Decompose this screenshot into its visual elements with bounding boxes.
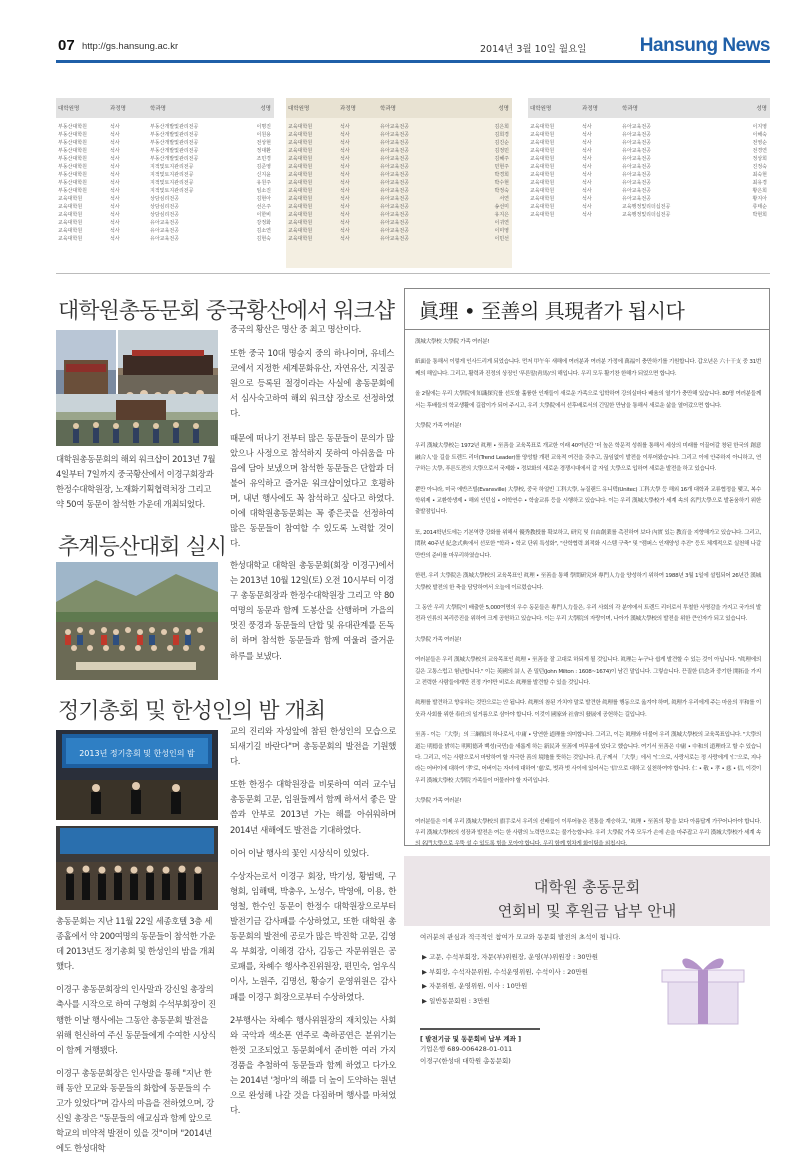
table-cell: 교육대학원 xyxy=(530,147,555,154)
table-cell: 교육대학원 xyxy=(288,155,313,162)
night-photo-2 xyxy=(56,826,218,910)
hiking-photo xyxy=(56,562,218,680)
table-cell: 교육대학원 xyxy=(288,219,313,226)
table-row xyxy=(528,202,770,210)
donation-title-1: 대학원 총동문회 xyxy=(533,878,641,896)
table-cell: 김희경 xyxy=(494,131,509,138)
table-row xyxy=(56,162,274,170)
table-cell: 석사 xyxy=(582,155,592,162)
night-body xyxy=(230,724,396,1118)
table-cell: 교육대학원 xyxy=(530,155,555,162)
table-cell: 박수현 xyxy=(494,179,509,186)
table-row xyxy=(286,226,512,234)
roster-header xyxy=(56,98,274,118)
table-cell: 교육대학원 xyxy=(530,171,555,178)
table-cell: 지적및토지관리전공 xyxy=(150,171,194,178)
table-cell: 석사 xyxy=(340,179,350,186)
table-cell: 부동산개발및관리전공 xyxy=(150,155,199,162)
table-cell: 유아교육전공 xyxy=(380,179,409,186)
table-cell: 석사 xyxy=(110,219,120,226)
essay-paragraph: 여러분들은 우리 漢城大學校의 교육목표인 眞理 • 至善을 잘 고대로 하되게 될 것입니다. 眞理는 누구나 쉽게 발견할 수 있는 것이 아닙니다. "眞理에의 길은 고통스럽고 험난합니다." 이는 英國의 詩人 존 밀턴(John Milton : 1608~1674)이 남긴 말입니다. 그렇습니다. 끈질한 信念과 중기한 開拓을 가지고 전력한 사람들에게만 진정 가야만 비로소 眞理를 발견할 수 있을 것입니다. xyxy=(415,657,761,686)
table-cell: 유아교육전공 xyxy=(622,179,651,186)
table-cell: 박현희 xyxy=(752,211,767,218)
table-row xyxy=(56,194,274,202)
table-cell: 석사 xyxy=(110,123,120,130)
donation-details xyxy=(404,926,770,1065)
table-cell: 석사 xyxy=(340,195,350,202)
table-cell: 교육대학원 xyxy=(530,211,555,218)
roster-head-dept: 학과명 xyxy=(380,106,396,112)
table-row xyxy=(286,162,512,170)
table-row xyxy=(286,154,512,162)
table-cell: 교육대학원 xyxy=(288,179,313,186)
table-row xyxy=(286,210,512,218)
table-cell: 교육대학원 xyxy=(58,235,83,242)
table-cell: 교육대학원 xyxy=(288,227,313,234)
table-row xyxy=(56,226,274,234)
table-cell: 유아교육전공 xyxy=(380,163,409,170)
roster-column-1 xyxy=(56,98,274,268)
roster-head-school: 대학원명 xyxy=(58,106,80,112)
table-row xyxy=(56,138,274,146)
table-row xyxy=(56,186,274,194)
table-cell: 유아교육전공 xyxy=(380,147,409,154)
table-cell: 부동산대학원 xyxy=(58,123,87,130)
table-cell: 유지은 xyxy=(494,211,509,218)
table-cell: 석사 xyxy=(110,195,120,202)
table-cell: 이해숙 xyxy=(752,131,767,138)
graduate-roster xyxy=(56,98,770,274)
table-cell: 석사 xyxy=(340,203,350,210)
table-row xyxy=(286,178,512,186)
table-cell: 석사 xyxy=(582,195,592,202)
table-row xyxy=(286,234,512,242)
table-cell: 석사 xyxy=(582,123,592,130)
table-row xyxy=(528,170,770,178)
table-cell: 유아교육전공 xyxy=(380,203,409,210)
table-cell: 석사 xyxy=(582,203,592,210)
workshop-para-3: 때문에 떠나기 전부터 많은 동문들이 문의가 많았으나 사정으로 참석하지 못하여 아쉬움을 마음에 담아 보냈으며 참석한 동문들은 단합과 더불어 유익하고 즐거운 워크샵이었다고 호평하며, 내년 행사에도 꼭 참석하고 싶다고 하였다. 이에 대학원총동문회는 꼭 좋은곳을 선정하여 많은 동문들이 참여할 수 있도록 노력할 것이다. xyxy=(230,432,394,549)
table-row xyxy=(286,146,512,154)
table-cell: 유아교육전공 xyxy=(622,163,651,170)
list-item: ▶ 고문, 수석부회장, 자문(부)위원장, 운영(부)위원장 : 30만원 xyxy=(422,953,599,961)
table-cell: 부동산대학원 xyxy=(58,155,87,162)
table-cell: 교육대학원 xyxy=(288,163,313,170)
roster-column-3 xyxy=(528,98,770,268)
table-cell: 석사 xyxy=(110,179,120,186)
table-cell: 박정숙 xyxy=(494,187,509,194)
table-cell: 부동산대학원 xyxy=(58,163,87,170)
table-cell: 교육대학원 xyxy=(58,195,83,202)
table-cell: 김소연 xyxy=(256,227,271,234)
donation-title-2: 연회비 및 후원금 납부 안내 xyxy=(497,902,677,920)
table-cell: 정대환 xyxy=(256,147,271,154)
table-cell: 유아교육전공 xyxy=(150,227,179,234)
table-cell: 지적및토지관리전공 xyxy=(150,187,194,194)
table-cell: 유아교육전공 xyxy=(622,131,651,138)
table-row xyxy=(286,130,512,138)
essay-paragraph: 그 동안 우리 大學院이 배출한 5,000여명의 우수 동문들은 專門人力들은, 우리 사회의 각 분야에서 트렌드 리더로서 투철한 사명감을 가지고 국가의 발전과 인류의 복리증진을 위하여 크게 공헌하고 있습니다. 이는 우리 大學院의 자랑이며, 나아가 漢城大學校의 발전을 위한 큰인자가 되고 있습니다. xyxy=(415,604,761,623)
table-cell: 전영순 xyxy=(752,139,767,146)
roster-body xyxy=(286,118,512,268)
table-cell: 석사 xyxy=(340,147,350,154)
account-number: 기업은행 689-006428-01-011 xyxy=(420,1045,513,1053)
table-cell: 석사 xyxy=(340,131,350,138)
table-cell: 유아교육전공 xyxy=(622,123,651,130)
table-cell: 강정화 xyxy=(256,219,271,226)
roster-head-name: 성명 xyxy=(756,106,767,112)
roster-head-school: 대학원명 xyxy=(530,106,552,112)
essay-paragraph: 여러분들은 이제 우리 漢城大學校의 旗手로서 우리의 선배들이 이루어놓은 전통을 계승하고, '眞理 • 至善의 횡'을 보다 아름답게 가꾸어나아야 합니다. 우리 漢城大學校의 성장과 발전은 여는 한 사람의 노력만으로는 불가능합니다. 우리 大學院 가족 모두가 손에 손을 마주잡고 우리 漢城大學校가 세계 속의 名門大學으로 우뚝 설 수 있도록 힘을 모아야 합니다. 우리 함께 힘차게 화이팅을 외칩시다. xyxy=(415,818,761,848)
table-cell: 석사 xyxy=(110,163,120,170)
table-cell: 김진순 xyxy=(494,139,509,146)
table-cell: 부동산개발및관리전공 xyxy=(150,147,199,154)
workshop-photo-4 xyxy=(56,394,218,446)
table-cell: 교육대학원 xyxy=(288,235,313,242)
table-cell: 지적및토지관리전공 xyxy=(150,179,194,186)
table-row xyxy=(528,130,770,138)
table-cell: 김현아 xyxy=(256,195,271,202)
table-row xyxy=(286,122,512,130)
table-row xyxy=(56,154,274,162)
table-cell: 김은희 xyxy=(494,123,509,130)
essay-divider xyxy=(405,329,769,330)
page-number: 07 xyxy=(58,37,75,54)
table-cell: 석사 xyxy=(582,131,592,138)
table-cell: 석사 xyxy=(110,203,120,210)
table-cell: 부동산대학원 xyxy=(58,179,87,186)
table-cell: 석사 xyxy=(340,163,350,170)
essay-title: 眞理 • 至善의 具現者가 됩시다 xyxy=(419,299,685,323)
table-row xyxy=(56,146,274,154)
table-cell: 부동산개발및관리전공 xyxy=(150,123,199,130)
table-row xyxy=(286,138,512,146)
donation-fee-list xyxy=(422,950,598,1008)
night-para-4: 수상자는로서 이경구 회장, 박기성, 황범택, 구형회, 임해택, 박충우, 노성수, 박영애, 이용, 한영철, 한수인 동문이 한정수 대학원장으로부터 발전기금 감사패를 수상하였고, 또한 대학원 총동문회의 발전에 공로가 많은 박진학 고문, 김영옥 부회장, 이해경 감사, 김동근 자문위원은 공로패를, 차혜수 행사추진위원장, 편민숙, 엄우식 이사, 노원주, 김명선, 황승기 운영위원은 감사패를 이경구 회장으로부터 수상하였다. xyxy=(230,870,396,1002)
table-cell: 교육대학원 xyxy=(530,195,555,202)
table-cell: 유아교육전공 xyxy=(380,211,409,218)
table-row xyxy=(528,210,770,218)
essay-paragraph: 眞理를 발견하고 향유하는 것만으로는 안 됩니다. 眞理의 참된 가치야 말로 발견한 眞理를 행동으로 옮겨야 하며, 眞理가 우리에게 주는 마음의 平和를 이웃과 사회를 위한 奉仕의 일거름으로 삼아야 합니다. 이것이 國家와 社會의 發展에 공헌하는 길입니다. xyxy=(415,700,761,718)
table-cell: 김준영 xyxy=(256,163,271,170)
table-row xyxy=(286,186,512,194)
table-cell: 교육대학원 xyxy=(288,171,313,178)
table-cell: 석사 xyxy=(582,187,592,194)
table-cell: 유아교육전공 xyxy=(380,131,409,138)
table-row xyxy=(286,194,512,202)
essay-paragraph: 또, 2014학년도에는 기본역량 강화를 위해서 優秀教授를 확보하고, 研究 및 自由創業를 촉진하여 보다 內實 있는 教育을 지향해가고 있습니다. 그리고, 閏秋 40주년 紀念式典에서 선포한 "학과 • 학교 단위 특성화", "산학협력 최적화 시스템 구축" 및 "캠퍼스 인재양성 추진" 등도 체계적으로 실천해 나갈 만반의 준비를 마무리하였습니다. xyxy=(415,529,761,559)
workshop-title: 대학원총동문회 중국황산에서 워크샵 xyxy=(58,299,395,324)
table-cell: 석사 xyxy=(582,147,592,154)
table-cell: 석사 xyxy=(110,211,120,218)
table-cell: 이지영 xyxy=(752,123,767,130)
roster-head-school: 대학원명 xyxy=(288,106,310,112)
table-row xyxy=(56,130,274,138)
table-cell: 신지윤 xyxy=(256,171,271,178)
table-row xyxy=(528,154,770,162)
table-cell: 유아교육전공 xyxy=(380,219,409,226)
table-cell: 류태순 xyxy=(752,203,767,210)
roster-body xyxy=(528,118,770,218)
table-row xyxy=(286,218,512,226)
table-cell: 박경희 xyxy=(494,171,509,178)
table-cell: 석사 xyxy=(340,171,350,178)
table-cell: 부동산대학원 xyxy=(58,131,87,138)
table-cell: 교육대학원 xyxy=(530,163,555,170)
table-cell: 교육대학원 xyxy=(530,187,555,194)
table-cell: 교육대학원 xyxy=(530,203,555,210)
table-cell: 교육대학원 xyxy=(530,139,555,146)
workshop-body xyxy=(230,322,394,551)
night-para-2: 또한 한정수 대학원장을 비롯하여 여러 교수님 총동문회 고문, 임원들께서 함께 하셔서 좋은 말씀과 안부로 2013년 가는 해를 아쉬워하며 2014년 새해에도 발전을 기대하였다. xyxy=(230,779,396,835)
night-caption-1: 총동문회는 지난 11월 22일 세종호텔 3층 세종홀에서 약 200여명의 동문들이 참석한 가운데 2013년도 정기총회 및 한성인의 밤을 개최했다. xyxy=(56,916,216,972)
table-cell: 석사 xyxy=(582,179,592,186)
table-cell: 석사 xyxy=(110,155,120,162)
table-cell: 서연 xyxy=(499,195,509,202)
table-row xyxy=(56,234,274,242)
table-cell: 교육대학원 xyxy=(288,187,313,194)
table-cell: 유원주 xyxy=(256,179,271,186)
table-cell: 교육대학원 xyxy=(288,211,313,218)
table-cell: 정상희 xyxy=(752,155,767,162)
donation-notice xyxy=(404,856,770,1065)
table-cell: 교육대학원 xyxy=(530,179,555,186)
table-cell: 조민경 xyxy=(256,155,271,162)
table-cell: 유아교육전공 xyxy=(380,187,409,194)
table-row xyxy=(56,122,274,130)
table-cell: 석사 xyxy=(110,235,120,242)
table-cell: 석사 xyxy=(340,139,350,146)
workshop-caption: 대학원총동문회의 해외 워크샵이 2013년 7월4일부터 7일까지 중국황산에서 이경구회장과 한정수대학원장, 노재화기획협력처장 그리고 약 50여 동문이 참석한 가운데 개최되었다. xyxy=(56,454,216,510)
table-cell: 상담심리전공 xyxy=(150,211,179,218)
account-holder: 이경구(한성대 대학원 총동문회) xyxy=(420,1057,511,1065)
donation-lead: 여러분의 관심과 적극적인 참여가 모교와 동문회 발전의 초석이 됩니다. xyxy=(420,933,621,941)
table-cell: 교육대학원 xyxy=(288,203,313,210)
roster-header xyxy=(528,98,770,118)
roster-head-course: 과정명 xyxy=(340,106,356,112)
table-row xyxy=(56,218,274,226)
table-cell: 황지아 xyxy=(752,195,767,202)
table-cell: 황은희 xyxy=(752,187,767,194)
table-cell: 이한비 xyxy=(256,211,271,218)
table-cell: 이명진 xyxy=(256,123,271,130)
table-row xyxy=(56,178,274,186)
table-cell: 교육대학원 xyxy=(288,131,313,138)
table-cell: 부동산대학원 xyxy=(58,139,87,146)
table-cell: 석사 xyxy=(110,171,120,178)
table-cell: 김현숙 xyxy=(256,235,271,242)
table-cell: 석사 xyxy=(110,187,120,194)
night-caption-3: 이경구 총동문회장은 인사말을 통해 "지난 한해 동안 모교와 동문들의 화합에 동문들의 수고가 있었다"며 감사의 마음을 전하였으며, 강신일 총장은 "동문들의 애교심과 함께 앞으로 학교의 비약적 발전이 있을 것"이며 "2014년에도 한성대학 xyxy=(56,1067,214,1154)
essay-paragraph: 올 2월에는 우리 大學院에 知識探究를 선도할 훌륭한 인재들이 새로운 가족으로 입학하여 강의실마다 배움의 열기가 충만해 있습니다. 80명 여러분들께서는 후배들의 학교생활에 길잡이가 되어 주시고, 우리 大學院에서 선후배로서의 긴밀한 만남을 통해서 새로운 삶을 열어갔으면 합니다. xyxy=(415,391,761,409)
table-cell: 최유경 xyxy=(752,179,767,186)
table-cell: 상담심리전공 xyxy=(150,203,179,210)
table-cell: 임소진 xyxy=(256,187,271,194)
roster-head-course: 과정명 xyxy=(110,106,126,112)
table-cell: 교육행정및리더십전공 xyxy=(622,203,671,210)
hiking-title: 추계등산대회 실시 xyxy=(58,535,227,560)
list-item: ▶ 일반동문회원 : 3만원 xyxy=(422,996,490,1005)
night-caption-2: 이경구 총동문회장의 인사말과 강신일 총장의 축사를 시작으로 하여 구형회 수석부회장이 진행한 이날 행사에는 그동안 총동문회 발전을 위해 헌신하여 주신 동문들에게 수여한 시상식이 함께 거행됐다. xyxy=(56,984,216,1055)
essay-box xyxy=(404,288,770,846)
essay-paragraph: 우리 漢城大學校는 1972년 眞理 • 至善을 교육목표로 개교한 이래 40여년간 '더 높은 학문적 성취를 통해서 세상의 미래를 이끌어갈 창된 한국의 創意融合人'을 길을 트렌드 리더(Trend Leader)를 양성할 개편 교육적 여건을 갖추고, 끊임없이 발전을 이루어왔습니다. 그리고 이에 안주하지 아니하고, 연구하는 大學, 푸른도전의 大學으로서 국제화 • 정보화의 새로운 경쟁시대에서 갈 자일 大學으로 입하여 새로운 발전을 하고 있습니다. xyxy=(415,443,761,473)
table-cell: 교육대학원 xyxy=(288,147,313,154)
roster-head-dept: 학과명 xyxy=(622,106,638,112)
table-cell: 진정숙 xyxy=(752,163,767,170)
hiking-body: 한성대학교 대학원 총동문회(회장 이경구)에서는 2013년 10월 12일(토) 오전 10시부터 이경구 총동문회장과 한정수대학원장 그리고 약 80여명의 동문과 함께 도봉산을 산행하며 가을의 멋진 풍경과 동문들의 단합 및 유대관계를 돈독히 하며 참석한 동문들과 함께 여울려 즐거운 하루를 보냈다. xyxy=(230,560,394,661)
roster-column-2 xyxy=(286,98,512,268)
table-row xyxy=(528,162,770,170)
table-cell: 선은주 xyxy=(256,203,271,210)
essay-paragraph: 한편, 우리 大學院은 漢城大學校의 교육목표인 眞理 • 至善을 통해 學問硏究와 專門人力을 양성하기 위하여 1988년 3월 1일에 설립되어 26년간 漢城大學校 발전의 한 축을 담당하여서 오늘에 이르렀습니다. xyxy=(415,573,761,591)
table-cell: 부동산개발및관리전공 xyxy=(150,139,199,146)
table-cell: 부동산대학원 xyxy=(58,171,87,178)
header-url[interactable]: http://gs.hansung.ac.kr xyxy=(82,41,179,52)
table-cell: 유아교육전공 xyxy=(150,235,179,242)
table-cell: 유아교육전공 xyxy=(622,195,651,202)
roster-body xyxy=(56,118,274,242)
list-item: ▶ 부회장, 수석자문위원, 수석운영위원, 수석이사 : 20만원 xyxy=(422,967,588,976)
essay-paragraph: 大學院 가족 여러분! xyxy=(415,423,462,430)
roster-head-course: 과정명 xyxy=(582,106,598,112)
header-date: 2014년 3월 10일 월요일 xyxy=(480,44,587,55)
table-cell: 민현주 xyxy=(494,163,509,170)
table-row xyxy=(528,186,770,194)
table-cell: 최숙현 xyxy=(752,171,767,178)
table-cell: 이원용 xyxy=(256,131,271,138)
essay-paragraph: 뿐만 아니라, 미국 에반즈빌(Evansville) 大學校, 중국 하얼빈 工科大學, 뉴질랜드 유니텍(Unitec) 工科大學 등 해외 16개 대학과 교류협정을 맺고, 복수학위제 • 교환학생제 • 해외 인턴십 • 어학연수 • 학술교류 등을 시행하고 있습니다. 이는 우리 漢城大學校가 세계 속의 名門大學으로 발돋움하기 위한 출발점입니다. xyxy=(415,486,761,516)
night-caption xyxy=(56,914,218,1156)
roster-head-name: 성명 xyxy=(498,106,509,112)
table-row xyxy=(528,146,770,154)
table-cell: 석사 xyxy=(340,211,350,218)
table-cell: 교육대학원 xyxy=(58,227,83,234)
table-cell: 석사 xyxy=(340,123,350,130)
table-cell: 교육대학원 xyxy=(58,219,83,226)
account-heading: [ 발전기금 및 동문회비 납부 계좌 ] xyxy=(420,1028,540,1043)
page-header xyxy=(0,0,800,60)
table-cell: 교육대학원 xyxy=(530,131,555,138)
table-cell: 이민선 xyxy=(494,235,509,242)
table-cell: 유아교육전공 xyxy=(380,235,409,242)
roster-head-dept: 학과명 xyxy=(150,106,166,112)
table-cell: 석사 xyxy=(340,235,350,242)
table-cell: 교육대학원 xyxy=(288,123,313,130)
table-row xyxy=(56,202,274,210)
table-cell: 부동산대학원 xyxy=(58,187,87,194)
table-cell: 상담심리전공 xyxy=(150,195,179,202)
essay-paragraph: 大學院 가족 여러분! xyxy=(415,798,462,805)
table-cell: 석사 xyxy=(582,171,592,178)
essay-paragraph: 漢城大學校 大學院 가족 여러분! xyxy=(415,339,490,345)
table-cell: 전경연 xyxy=(752,147,767,154)
table-cell: 교육대학원 xyxy=(58,203,83,210)
table-cell: 석사 xyxy=(110,227,120,234)
table-cell: 김정민 xyxy=(494,147,509,154)
table-cell: 유아교육전공 xyxy=(380,195,409,202)
table-cell: 유아교육전공 xyxy=(380,155,409,162)
night-title: 정기총회 및 한성인의 밤 개최 xyxy=(58,699,325,724)
table-cell: 이귀연 xyxy=(494,219,509,226)
night-para-1: 교의 진리와 자성앞에 참된 한성인의 모습으로 되새기길 바란다"며 총동문회의 발전을 기원했다. xyxy=(230,726,396,767)
table-cell: 이미영 xyxy=(494,227,509,234)
roster-head-name: 성명 xyxy=(260,106,271,112)
table-cell: 유아교육전공 xyxy=(622,155,651,162)
night-banner-text: 2013년 정기총회 및 한성인의 밤 xyxy=(79,749,195,758)
night-para-3: 이어 이날 행사의 꽃인 시상식이 있었다. xyxy=(230,847,369,858)
table-cell: 석사 xyxy=(340,227,350,234)
table-cell: 석사 xyxy=(340,187,350,194)
header-rule xyxy=(56,60,770,63)
table-row xyxy=(528,138,770,146)
table-row xyxy=(286,202,512,210)
night-para-5: 2부행사는 차혜수 행사위원장의 재치있는 사회와 국악과 색소폰 연주로 축하공연은 분위기는 한껏 고조되었고 동문회에서 준비한 여러 가지 경품을 추첨하여 동문들과 함께 하였고 다가오는 2014년 '청마'의 해를 더 높이 도약하는 원년으로 완성해 나갈 것을 다짐하며 행사를 마쳐었다. xyxy=(230,1014,396,1116)
table-cell: 유아교육전공 xyxy=(380,139,409,146)
table-cell: 전상현 xyxy=(256,139,271,146)
essay-paragraph: 大學院 가족 여러분! xyxy=(415,636,462,643)
table-row xyxy=(56,170,274,178)
table-row xyxy=(528,194,770,202)
table-row xyxy=(528,178,770,186)
night-photo-1 xyxy=(56,730,218,820)
brand-logo: Hansung News xyxy=(639,35,770,56)
table-row xyxy=(528,122,770,130)
essay-paragraph: 紙面을 통해서 이렇게 인사드리게 되었습니다. 먼저 甲午年 새해에 여러분과 여러분 가정에 萬福이 충만하기를 기원합니다. 갑오년은 六十干支 중 31번째의 해입니다. 그리고, 활력과 진정의 상징인 '푸른말(靑馬)'의 해입니다. 우리 모두 활기찬 한해가 되었으면 합니다. xyxy=(415,359,761,377)
table-cell: 교육대학원 xyxy=(58,211,83,218)
table-cell: 교육대학원 xyxy=(288,195,313,202)
table-cell: 유아교육전공 xyxy=(380,171,409,178)
table-cell: 석사 xyxy=(110,147,120,154)
table-row xyxy=(286,170,512,178)
essay-body xyxy=(415,337,761,880)
table-cell: 교육대학원 xyxy=(530,123,555,130)
table-cell: 지적및토지관리전공 xyxy=(150,163,194,170)
table-cell: 석사 xyxy=(110,139,120,146)
table-cell: 유아교육전공 xyxy=(622,171,651,178)
table-cell: 유아교육전공 xyxy=(622,139,651,146)
table-cell: 유아교육전공 xyxy=(150,219,179,226)
table-cell: 부동산개발및관리전공 xyxy=(150,131,199,138)
table-row xyxy=(56,210,274,218)
workshop-para-1: 중국의 황산은 명산 중 최고 명산이다. xyxy=(230,324,362,334)
table-cell: 유아교육전공 xyxy=(622,147,651,154)
table-cell: 석사 xyxy=(340,155,350,162)
table-cell: 김혜주 xyxy=(494,155,509,162)
list-item: ▶ 자문위원, 운영위원, 이사 : 10만원 xyxy=(422,982,528,990)
table-cell: 석사 xyxy=(340,219,350,226)
table-cell: 석사 xyxy=(110,131,120,138)
table-cell: 송선미 xyxy=(494,203,509,210)
table-cell: 교육대학원 xyxy=(288,139,313,146)
essay-paragraph: 至善 - 이는 「大學」의 三綱領의 하나로서, 中庸 • 당연한 道理를 의미합니다. 그리고, 이는 眞理와 더불어 우리 漢城大學校의 교육목표입니다. "大學의 道는 明德을 밝히는 明明德과 백성(국민)을 새롭게 하는 新民과 至善에 머무름에 있다고 했습니다. 여기서 至善은 中庸 • 中和의 道理라고 할 수 있습니다. 그리고, 이는 사람으로서 마땅하여 할 자극한 善의 境地를 뜻하는 것입니다. 孔子께서 「大學」에서 "仁으로, 사랑서로는 정 사랑에게 '仁'으로, 지나라는 어버이에 대하여 '孝'로, 어버이는 자녀에 대하여 '慈'로, 벗과 벗 사이에 있어서는 '信'으로 대하고 실천하여야 합니다. 仁 • 敬 • 孝 • 慈 • 信, 이것이 우리 漢城大學校 大學院 가족들이 머물러야 할 자리입니다. xyxy=(415,732,761,784)
table-cell: 석사 xyxy=(582,163,592,170)
table-cell: 유아교육전공 xyxy=(380,227,409,234)
table-cell: 교육행정및리더십전공 xyxy=(622,211,671,218)
gift-box-image xyxy=(648,948,754,1030)
table-cell: 유아교육전공 xyxy=(622,187,651,194)
table-cell: 석사 xyxy=(582,211,592,218)
table-cell: 유아교육전공 xyxy=(380,123,409,130)
table-cell: 부동산대학원 xyxy=(58,147,87,154)
table-cell: 석사 xyxy=(582,139,592,146)
roster-header xyxy=(286,98,512,118)
workshop-para-2: 또한 중국 10대 명승지 중의 하나이며, 유네스코에서 지정한 세계문화유산, 자연유산, 지질공원으로 등록된 절경이라는 사실에 총동문회에서 심사숙고하여 해외 워크샵 장소로 선정하였다. xyxy=(230,348,394,419)
